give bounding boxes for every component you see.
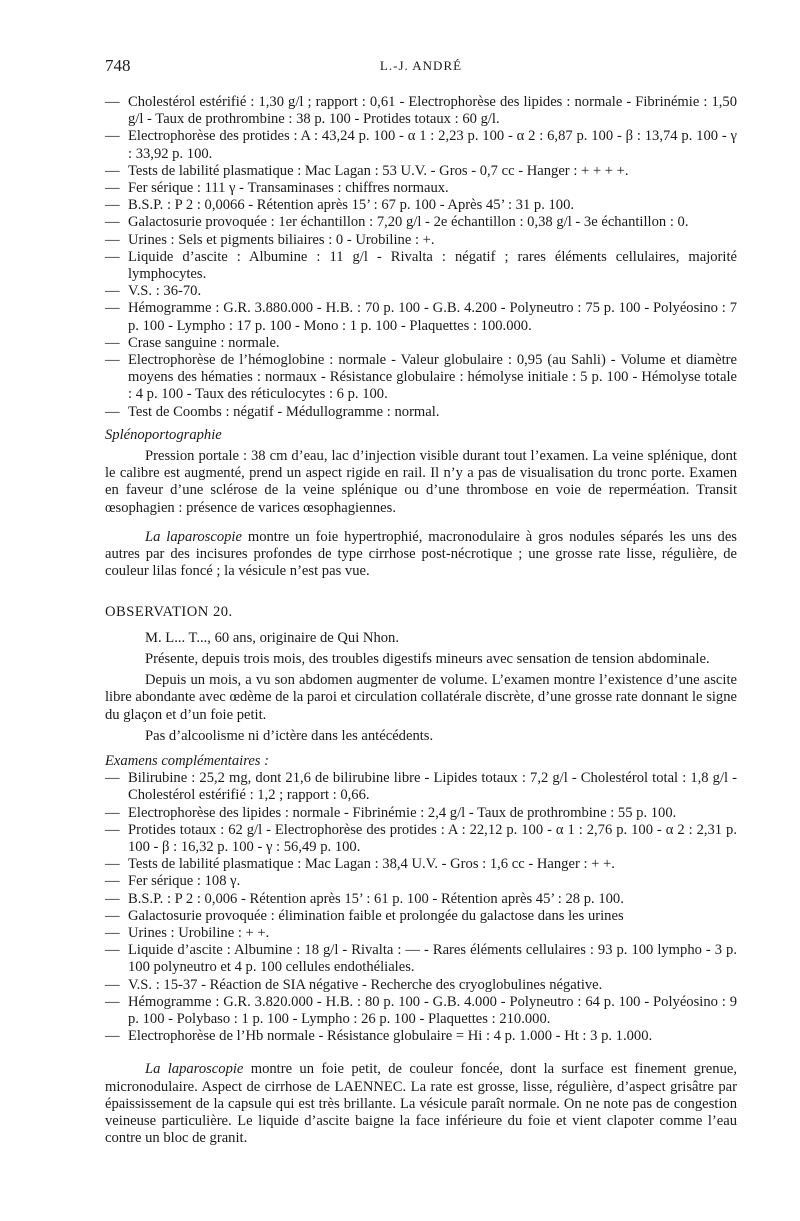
list-item-text: Urines : Sels et pigments biliaires : 0 - Urobiline : +. [128,231,435,248]
list-item [105,977,737,994]
dash-glyph: — [105,770,120,787]
list-item [105,94,737,128]
dash-glyph: — [105,821,120,838]
list-item [105,180,737,197]
dash-glyph: — [105,890,120,907]
list-item [105,352,737,404]
dash-glyph: — [105,334,120,351]
running-head: L.-J. ANDRÉ [379,58,463,73]
list-item-text: Test de Coombs : négatif - Médullogramme : normal. [128,403,440,420]
list-item-text: Liquide d’ascite : Albumine : 18 g/l - Rivalta : — - Rares éléments cellulaires : 93 p. 100 lympho - 3 p. 100 polyneutro et 4 p. 100 cellules endothéliales. [128,942,737,976]
list-item [105,908,737,925]
list-item-text: Tests de labilité plasmatique : Mac Lagan : 53 U.V. - Gros - 0,7 cc - Hanger : + + + +. [128,162,629,179]
list-item-text: B.S.P. : P 2 : 0,006 - Rétention après 15’ : 61 p. 100 - Rétention après 45’ : 28 p. 100. [128,890,624,907]
dash-glyph: — [105,993,120,1010]
dash-glyph: — [105,873,120,890]
list-item-text: Electrophorèse des lipides : normale - Fibrinémie : 2,4 g/l - Taux de prothrombine : 55 p. 100. [128,804,677,821]
laparoscopie-text: montre un foie hypertrophié, macronodulaire à gros nodules séparés les uns des autres par des incisures profondes de type cirrhose post-nécrotique ; une grosse rate lisse, régulière, de couleur lilas foncé ; la vésicule n’est pas vue. [105,528,737,580]
observation-paragraph: M. L... T..., 60 ans, originaire de Qui Nhon. [145,629,400,646]
list-item [105,856,737,873]
dash-glyph: — [105,352,120,369]
list-item-text: Electrophorèse des protides : A : 43,24 p. 100 - α 1 : 2,23 p. 100 - α 2 : 6,87 p. 100 - β : 13,74 p. 100 - γ : 33,92 p. 100. [128,128,737,162]
list-item [105,249,737,283]
laparoscopie-lead: La laparoscopie [145,528,242,545]
list-item [105,197,737,214]
dash-glyph: — [105,180,120,197]
paragraph-laparoscopie-1 [105,529,737,581]
dash-glyph: — [105,907,120,924]
page-body [105,94,737,1147]
list-item-text: Galactosurie provoquée : 1er échantillon : 7,20 g/l - 2e échantillon : 0,38 g/l - 3e échantillon : 0. [128,214,689,231]
list-item [105,128,737,162]
list-item [105,770,737,804]
dash-glyph: — [105,197,120,214]
list-item-text: V.S. : 36-70. [128,283,202,300]
dash-glyph: — [105,94,120,110]
list-item [105,942,737,976]
dash-glyph: — [105,804,120,821]
list-item-text: Cholestérol estérifié : 1,30 g/l ; rapport : 0,61 - Electrophorèse des lipides : normale - Fibrinémie : 1,50 g/l - Taux de prothrombine : 38 p. 100 - Protides totaux : 60 g/l. [128,94,737,128]
dash-glyph: — [105,924,120,941]
list-item-text: Urines : Urobiline : + +. [128,924,270,941]
list-item-text: Hémogramme : G.R. 3.880.000 - H.B. : 70 p. 100 - G.B. 4.200 - Polyneutro : 75 p. 100 - Polyéosino : 7 p. 100 - Lympho : 17 p. 100 - Mono : 1 p. 100 - Plaquettes : 100.000. [128,300,737,334]
dash-glyph: — [105,942,120,959]
dash-glyph: — [105,403,120,420]
lab-results-list-1 [105,94,737,421]
dash-glyph: — [105,976,120,993]
list-item-text: Bilirubine : 25,2 mg, dont 21,6 de bilirubine libre - Lipides totaux : 7,2 g/l - Cholestérol total : 1,8 g/l - Cholestérol estérifié : 1,2 ; rapport : 0,66. [128,770,737,804]
list-item [105,300,737,334]
lab-results-list-2 [105,770,737,1045]
paragraph-laparoscopie-2 [105,1061,737,1147]
observation-title: OBSERVATION 20. [105,604,233,621]
laparoscopie-text: montre un foie petit, de couleur foncée, dont la surface est finement grenue, micronodulaire. Aspect de cirrhose de LAENNEC. La rate est grosse, lisse, régulière, d’aspect grisâtre par épaississement de la capsule qui est très brillante. La vésicule paraît normale. On ne note pas de congestion veineuse particulière. Le liquide d’ascite baigne la face inférieure du foie et vient clapoter comme l’eau contre un bloc de granit. [105,1061,737,1147]
list-item-text: Electrophorèse de l’hémoglobine : normale - Valeur globulaire : 0,95 (au Sahli) - Volume et diamètre moyens des hématies : normaux - Résistance globulaire : hémolyse initiale : 5 p. 100 - Hémolyse totale : 4 p. 100 - Taux des réticulocytes : 6 p. 100. [128,352,737,403]
paragraph-splenoportographie: Pression portale : 38 cm d’eau, lac d’injection visible durant tout l’examen. La veine splénique, dont le calibre est augmenté, prend un aspect rigide en rail. Il n’y a pas de visualisation du tronc porte. Examen en faveur d’une sclérose de la veine splénique ou d’une thrombose en voie de reperméation. Transit œsophagien : présence de varices œsophagiennes. [105,448,737,516]
section-title-splenoportographie: Splénoportographie [105,426,222,443]
dash-glyph: — [105,300,120,317]
list-item [105,805,737,822]
list-item [105,925,737,942]
dash-glyph: — [105,214,120,231]
section-title-examens: Examens complémentaires : [105,752,269,769]
list-item [105,891,737,908]
page-header [105,56,737,78]
dash-glyph: — [105,248,120,265]
list-item [105,1028,737,1045]
list-item [105,994,737,1028]
dash-glyph: — [105,283,120,300]
laparoscopie-lead: La laparoscopie [145,1061,244,1078]
list-item-text: V.S. : 15-37 - Réaction de SIA négative - Recherche des cryoglobulines négative. [128,976,603,993]
observation-paragraph: Présente, depuis trois mois, des troubles digestifs mineurs avec sensation de tension abdominale. [145,650,710,667]
dash-glyph: — [105,856,120,873]
list-item-text: Electrophorèse de l’Hb normale - Résistance globulaire = Hi : 4 p. 1.000 - Ht : 3 p. 1.000. [128,1028,653,1045]
observation-paragraph: Pas d’alcoolisme ni d’ictère dans les antécédents. [145,727,434,744]
list-item-text: Hémogramme : G.R. 3.820.000 - H.B. : 80 p. 100 - G.B. 4.000 - Polyneutro : 64 p. 100 - Polyéosino : 9 p. 100 - Polybaso : 1 p. 100 - Lympho : 26 p. 100 - Plaquettes : 210.000. [128,993,737,1027]
list-item-text: Galactosurie provoquée : élimination faible et prolongée du galactose dans les urines [128,907,624,924]
list-item-text: Crase sanguine : normale. [128,334,280,351]
list-item [105,335,737,352]
list-item-text: Liquide d’ascite : Albumine : 11 g/l - Rivalta : négatif ; rares éléments cellulaires, majorité lymphocytes. [128,248,737,283]
list-item [105,404,737,421]
list-item-text: Tests de labilité plasmatique : Mac Lagan : 38,4 U.V. - Gros : 1,6 cc - Hanger : + +. [128,856,615,873]
list-item-text: Fer sérique : 111 γ - Transaminases : chiffres normaux. [128,180,449,197]
observation-paragraph: Depuis un mois, a vu son abdomen augmenter de volume. L’examen montre l’existence d’une ascite libre abondante avec œdème de la paroi et circulation collatérale discrète, d’une grosse rate donnant le signe du glaçon et d’un foie petit. [105,672,737,723]
dash-glyph: — [105,231,120,248]
list-item [105,873,737,890]
page-number: 748 [105,56,131,75]
dash-glyph: — [105,162,120,179]
list-item [105,232,737,249]
dash-glyph: — [105,128,120,145]
list-item [105,214,737,231]
list-item [105,163,737,180]
list-item [105,822,737,856]
list-item-text: B.S.P. : P 2 : 0,0066 - Rétention après 15’ : 67 p. 100 - Après 45’ : 31 p. 100. [128,197,575,214]
dash-glyph: — [105,1028,120,1045]
list-item-text: Protides totaux : 62 g/l - Electrophorèse des protides : A : 22,12 p. 100 - α 1 : 2,76 p. 100 - α 2 : 2,31 p. 100 - β : 16,32 p. 100 - γ : 56,49 p. 100. [128,821,737,855]
list-item-text: Fer sérique : 108 γ. [128,873,241,890]
list-item [105,283,737,300]
